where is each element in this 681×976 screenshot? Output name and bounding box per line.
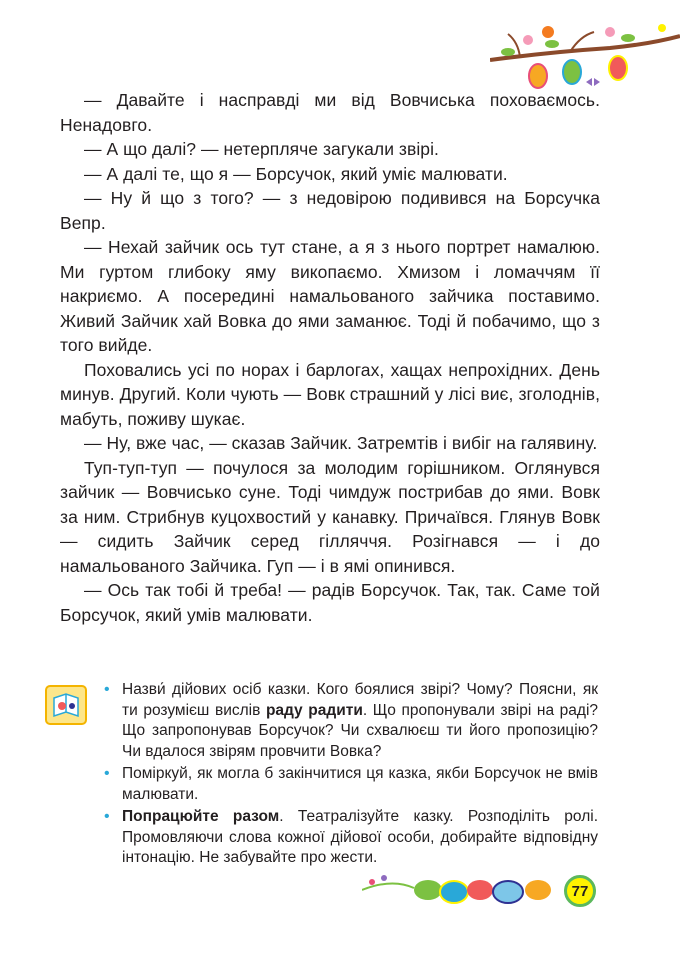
paragraph: — А що далі? — нетерпляче загукали звірі. xyxy=(84,139,439,159)
bullet-icon: • xyxy=(104,765,110,782)
bullet-icon: • xyxy=(104,808,110,825)
paragraph: — Ось так тобі й треба! — радів Борсучок. Так, так. Саме той Борсучок, який умів малювати. xyxy=(60,580,600,625)
paragraph: Поховались усі по норах і барлогах, хащах непрохідних. День минув. Другий. Коли чують — Вовк страшний у лісі виє, зголоднів, мабуть, поживу шукає. xyxy=(60,359,600,429)
story-text xyxy=(60,88,600,627)
easter-eggs-decoration xyxy=(362,868,568,908)
paragraph: — Нехай зайчик ось тут стане, а я з нього портрет намалюю. Ми гуртом глибоку яму викопаємо. Хмизом і ломаччям її накриємо. А посередині намальованого зайчика поставимо. Живий Зайчик хай Вовка до ями заманює. Тоді й побачимо, що з того вийде. xyxy=(60,237,600,355)
task-item: • Попрацюйте разом. Театралізуйте казку. Розподіліть ролі. Промовляючи слова кожної дійової особи, добирайте відповідну інтонацію. Не забувайте про жести. xyxy=(104,808,599,866)
bullet-icon: • xyxy=(104,681,110,698)
task-list xyxy=(104,680,598,871)
paragraph: — Давайте і насправді ми від Вовчиська поховаємось. Ненадовго. xyxy=(60,90,600,135)
task-item: • Назви́ дійових осіб казки. Кого боялися звірі? Чому? Поясни, як ти розумієш вислів раду радити. Що пропонували звірі на раді? Що запропонував Борсучок? Чи схвалюєш ти його пропозицію? Чи вдалося звірям провчити Вовка? xyxy=(104,681,599,760)
paragraph: — А далі те, що я — Борсучок, який уміє малювати. xyxy=(84,163,508,184)
paragraph: — Ну й що з того? — з недовірою подивився на Борсучка Вепр. xyxy=(60,188,600,233)
paragraph: Туп-туп-туп — почулося за молодим горішником. Оглянувся зайчик — Вовчисько суне. Тоді чимдуж пострибав до ями. Вовк за ним. Стрибнув куцохвостий у канавку. Причаївся. Глянув Вовк — сидить Зайчик серед гілляччя. Розігнався — і до намальованого Зайчика. Гуп — і в ямі опинився. xyxy=(60,457,600,576)
task-item: • Поміркуй, як могла б закінчитися ця казка, якби Борсучок не вмів малювати. xyxy=(104,765,598,803)
book-icon xyxy=(44,682,90,728)
easter-branch-decoration xyxy=(490,22,680,97)
page-number-badge: 77 xyxy=(564,875,596,907)
paragraph: — Ну, вже час, — сказав Зайчик. Затремтів і вибіг на галявину. xyxy=(84,433,598,453)
